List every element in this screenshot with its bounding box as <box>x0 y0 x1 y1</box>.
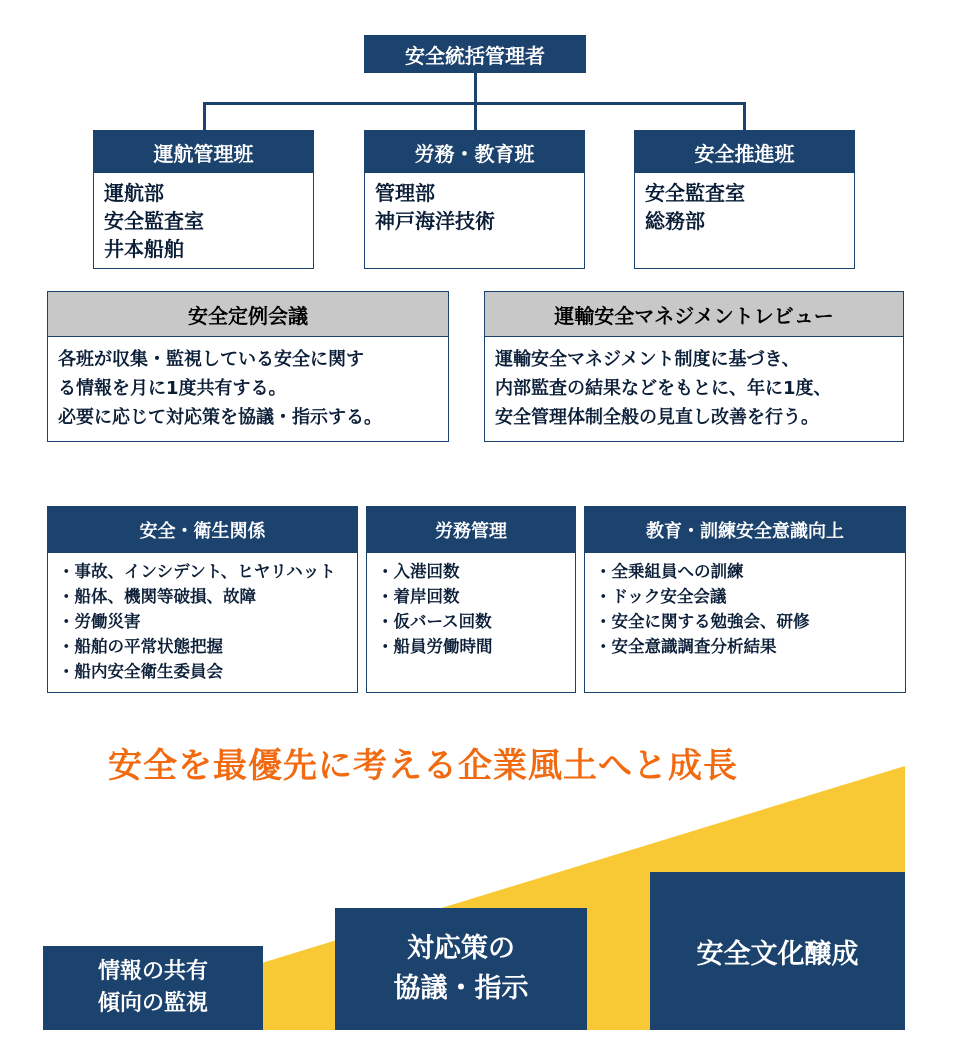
category-title: 安全・衛生関係 <box>48 507 357 553</box>
step-box-share <box>43 946 263 1030</box>
category-item: ・船舶の平常状態把握 <box>58 637 223 656</box>
meeting-title: 運輸安全マネジメントレビュー <box>485 292 903 337</box>
team-member: 安全監査室 <box>645 181 745 205</box>
step-line: 対応策の <box>407 933 515 964</box>
category-item: ・仮バース回数 <box>377 612 492 631</box>
category-item: ・労働災害 <box>58 612 141 631</box>
meeting-line: 必要に応じて対応策を協議・指示する。 <box>58 407 382 428</box>
step-line: 傾向の監視 <box>97 991 208 1016</box>
step-line: 協議・指示 <box>393 973 529 1004</box>
category-title: 労務管理 <box>367 507 575 553</box>
step-line: 情報の共有 <box>97 959 208 984</box>
meeting-title: 安全定例会議 <box>48 292 448 337</box>
top-manager-label: 安全統括管理者 <box>405 43 545 68</box>
category-item: ・船体、機関等破損、故障 <box>58 587 256 606</box>
team-member: 安全監査室 <box>104 209 204 233</box>
category-item: ・入港回数 <box>377 562 460 581</box>
category-item: ・安全に関する勉強会、研修 <box>595 612 810 631</box>
team-title: 安全推進班 <box>635 131 854 173</box>
category-item: ・着岸回数 <box>377 587 460 606</box>
meeting-line: 各班が収集・監視している安全に関す <box>58 349 364 370</box>
slogan-text: 安全を最優先に考える企業風土へと成長 <box>108 746 738 786</box>
category-item: ・事故、インシデント、ヒヤリハット <box>58 562 336 581</box>
team-member: 総務部 <box>645 209 705 233</box>
meeting-line: 安全管理体制全般の見直し改善を行う。 <box>495 407 819 428</box>
team-member: 神戸海洋技術 <box>375 209 495 233</box>
meeting-line: る情報を月に1度共有する。 <box>58 378 287 399</box>
category-item: ・安全意識調査分析結果 <box>595 637 777 656</box>
step-box-countermeasures <box>335 908 587 1030</box>
team-member: 井本船舶 <box>104 237 184 261</box>
category-item: ・全乗組員への訓練 <box>595 562 744 581</box>
category-item: ・ドック安全会議 <box>595 587 727 606</box>
step-line: 安全文化醸成 <box>696 938 859 970</box>
team-title: 労務・教育班 <box>365 131 584 173</box>
category-item: ・船内安全衛生委員会 <box>58 662 223 681</box>
team-member: 運航部 <box>104 181 164 205</box>
category-item: ・船員労働時間 <box>377 637 493 656</box>
team-title: 運航管理班 <box>94 131 313 173</box>
meeting-line: 内部監査の結果などをもとに、年に1度、 <box>495 378 832 399</box>
meeting-line: 運輸安全マネジメント制度に基づき、 <box>495 349 800 370</box>
team-member: 管理部 <box>375 181 435 205</box>
step-box-safety-culture <box>650 872 905 1030</box>
category-title: 教育・訓練安全意識向上 <box>585 507 905 553</box>
